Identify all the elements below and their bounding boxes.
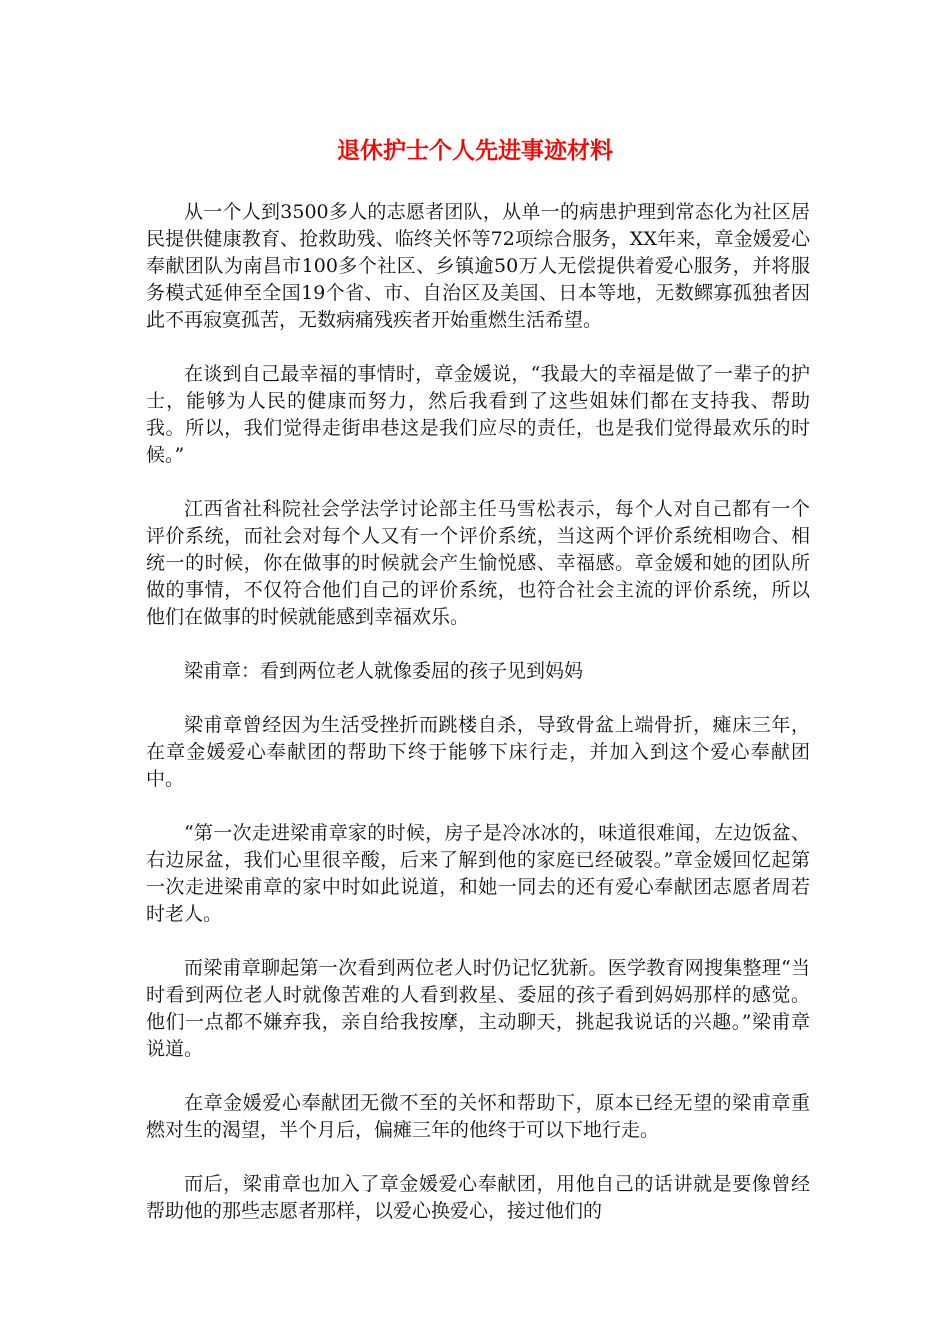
- paragraph-7: 在章金媛爱心奉献团无微不至的关怀和帮助下，原本已经无望的梁甫章重燃对生的渴望，半个月后，偏瘫三年的他终于可以下地行走。: [146, 1092, 810, 1141]
- paragraph-8: 而后，梁甫章也加入了章金媛爱心奉献团，用他自己的话讲就是要像曾经帮助他的那些志愿者那样，以爱心换爱心，接过他们的: [146, 1173, 810, 1222]
- paragraph-2: 在谈到自己最幸福的事情时，章金媛说，“我最大的幸福是做了一辈子的护士，能够为人民的健康而努力，然后我看到了这些姐妹们都在支持我、帮助我。所以，我们觉得走街串巷这是我们应尽的责任，也是我们觉得最欢乐的时候。”: [146, 363, 810, 466]
- paragraph-5: “第一次走进梁甫章家的时候，房子是冷冰冰的，味道很难闻，左边饭盆、右边尿盆，我们心里很辛酸，后来了解到他的家庭已经破裂。”章金媛回忆起第一次走进梁甫章的家中时如此说道，和她一同去的还有爱心奉献团志愿者周若时老人。: [146, 822, 810, 925]
- paragraph-6: 而梁甫章聊起第一次看到两位老人时仍记忆犹新。医学教育网搜集整理“当时看到两位老人时就像苦难的人看到救星、委屈的孩子看到妈妈那样的感觉。他们一点都不嫌弃我，亲自给我按摩，主动聊天，挑起我说话的兴趣。”梁甫章说道。: [146, 957, 810, 1060]
- paragraph-1: 从一个人到3500多人的志愿者团队，从单一的病患护理到常态化为社区居民提供健康教育、抢救助残、临终关怀等72项综合服务，XX年来，章金媛爱心奉献团队为南昌市100多个社区、乡镇逾50万人无偿提供着爱心服务，并将服务模式延伸至全国19个省、市、自治区及美国、日本等地，无数鳏寡孤独者因此不再寂寞孤苦，无数病痛残疾者开始重燃生活希望。: [146, 201, 810, 331]
- document-title: 退休护士个人先进事迹材料: [337, 138, 613, 164]
- document-body: [146, 199, 810, 1252]
- section-heading: 梁甫章：看到两位老人就像委屈的孩子见到妈妈: [184, 660, 584, 682]
- paragraph-3: 江西省社科院社会学法学讨论部主任马雪松表示，每个人对自己都有一个评价系统，而社会对每个人又有一个评价系统，当这两个评价系统相吻合、相统一的时候，你在做事的时候就会产生愉悦感、幸福感。章金媛和她的团队所做的事情，不仅符合他们自己的评价系统，也符合社会主流的评价系统，所以他们在做事的时候就能感到幸福欢乐。: [146, 498, 810, 628]
- paragraph-4: 梁甫章曾经因为生活受挫折而跳楼自杀，导致骨盆上端骨折，瘫床三年，在章金媛爱心奉献团的帮助下终于能够下床行走，并加入到这个爱心奉献团中。: [146, 714, 810, 790]
